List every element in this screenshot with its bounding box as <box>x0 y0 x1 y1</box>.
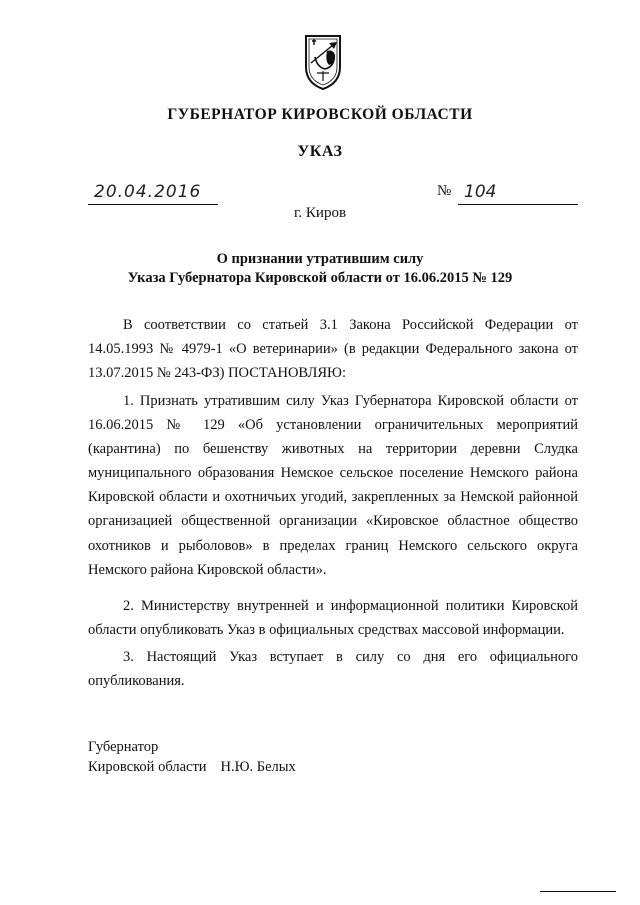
item-3-text: 3. Настоящий Указ вступает в силу со дня его официального опубликования. <box>88 649 578 690</box>
number-field <box>458 178 578 205</box>
item-2-paragraph <box>88 594 578 642</box>
city-name: г. Киров <box>293 205 347 221</box>
signer-position-line-2 <box>88 757 296 777</box>
footer-rule <box>540 891 616 892</box>
item-1-text: 1. Признать утратившим силу Указ Губернатора Кировской области от 16.06.2015 № 129 «Об установлении ограничительных мероприятий (карантина) по бешенству животных на территории деревни Слудка муниципального образования Немское сельское поселение Немского района Кировской области и охотничьих угодий, закрепленных за Немской районной организацией общественной организации «Кировское областное общество охотников и рыболовов» в пределах границ Немского сельского округа Немского района Кировской области». <box>88 393 578 578</box>
item-2-text: 2. Министерству внутренней и информационной политики Кировской области опубликовать Указ в официальных средствах массовой информации. <box>88 598 578 639</box>
document-type: УКАЗ <box>297 143 343 160</box>
signature-block <box>88 737 296 777</box>
number-label: № <box>437 183 452 199</box>
handwritten-number: 104 <box>464 182 497 202</box>
preamble-text: В соответствии со статьей 3.1 Закона Российской Федерации от 14.05.1993 № 4979-1 «О ветеринарии» (в редакции Федерального закона от 13.07.2015 № 243-ФЗ) ПОСТАНОВЛЯЮ: <box>88 317 578 382</box>
item-1-paragraph <box>88 389 578 582</box>
handwritten-date: 20.04.2016 <box>94 182 202 202</box>
preamble-paragraph <box>88 313 578 385</box>
signer-region: Кировской области <box>88 759 207 775</box>
signer-position-line-1: Губернатор <box>88 739 159 755</box>
item-3-paragraph <box>88 645 578 693</box>
coat-of-arms-icon <box>303 33 343 91</box>
issuer-title: ГУБЕРНАТОР КИРОВСКОЙ ОБЛАСТИ <box>167 106 473 123</box>
subject-line-2: Указа Губернатора Кировской области от 16.06.2015 № 129 <box>127 270 513 286</box>
signer-name: Н.Ю. Белых <box>220 759 296 775</box>
subject-line-1: О признании утратившим силу <box>216 251 424 267</box>
date-field <box>88 178 218 205</box>
